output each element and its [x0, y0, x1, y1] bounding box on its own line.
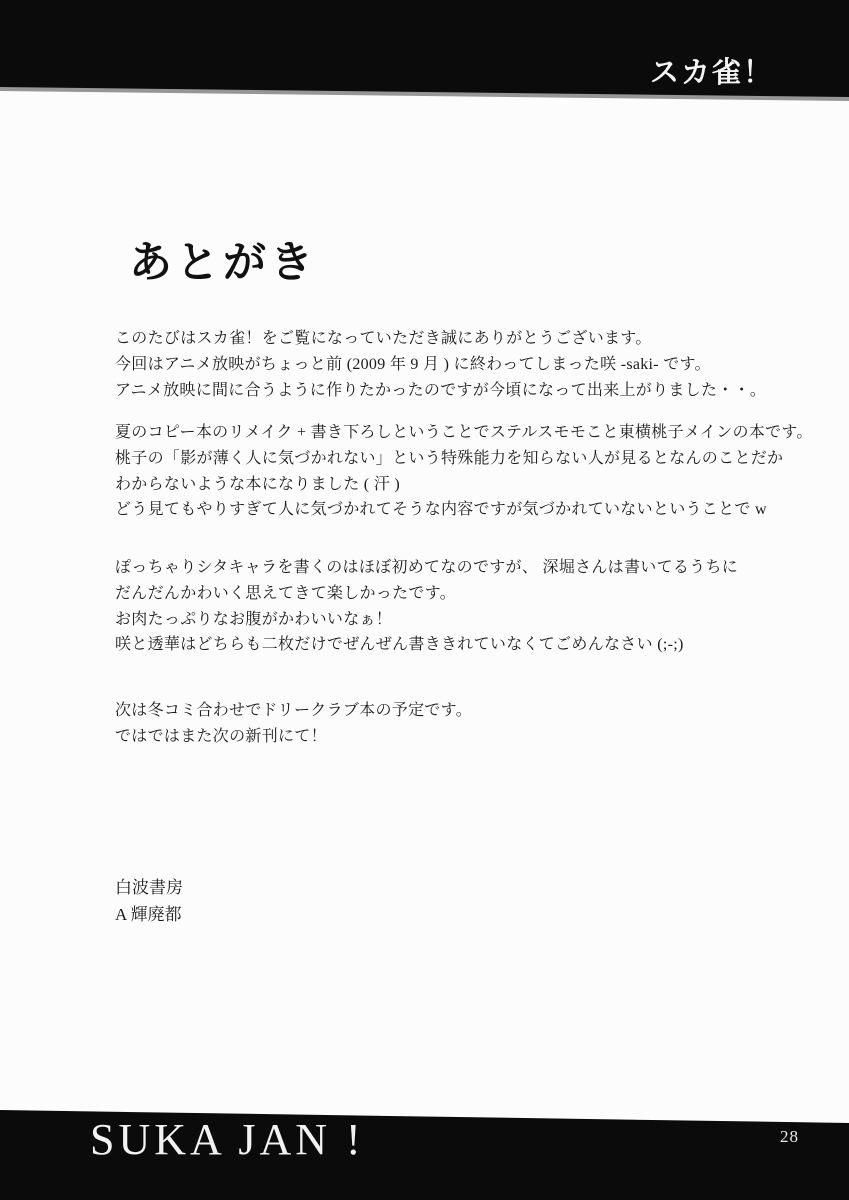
paragraph-greeting — [115, 326, 766, 403]
text-line: 桃子の「影が薄く人に気づかれない」という特殊能力を知らない人が見るとなんのことだか — [115, 449, 784, 467]
circle-name: 白波書房 — [115, 878, 183, 897]
text-line: 今回はアニメ放映がちょっと前 (2009 年 9 月 ) に終わってしまった咲 -saki- です。 — [115, 355, 711, 373]
paragraph-next-plans — [115, 698, 472, 750]
paragraph-book-content — [115, 420, 813, 523]
author-name: A 輝廃都 — [115, 905, 182, 924]
paragraph-character-notes — [115, 555, 738, 658]
text-line: だんだんかわいく思えてきて楽しかったです。 — [115, 584, 457, 602]
text-line: 次は冬コミ合わせでドリークラブ本の予定です。 — [115, 702, 473, 719]
page-number: 28 — [780, 1127, 799, 1146]
credits-block — [115, 874, 183, 928]
text-line: お肉たっぷりなお腹がかわいいなぁ！ — [115, 610, 393, 628]
text-line: このたびはスカ雀！をご覧になっていただき誠にありがとうございます。 — [115, 330, 652, 347]
text-line: わからないような本になりました ( 汗 ) — [115, 475, 400, 493]
text-line: ではではまた次の新刊にて！ — [115, 727, 327, 745]
text-line: どう見てもやりすぎて人に気づかれてそうな内容ですが気づかれていないということで w — [115, 501, 767, 519]
footer-logo: SUKA JAN ! — [90, 1115, 365, 1164]
page-title: あとがき — [129, 239, 317, 287]
text-line: 咲と透華はどちらも二枚だけでぜんぜん書ききれていなくてごめんなさい (;-;) — [115, 636, 684, 654]
text-line: アニメ放映に間に合うように作りたかったのですが今頃になって出来上がりました・・。 — [115, 381, 767, 399]
text-line: ぽっちゃりシタキャラを書くのはほぼ初めてなのですが、 深堀さんは書いてるうちに — [115, 559, 739, 576]
series-logo: スカ雀！ — [650, 57, 775, 89]
text-line: 夏のコピー本のリメイク + 書き下ろしということでステルスモモこと東横桃子メインの本です。 — [115, 424, 813, 441]
